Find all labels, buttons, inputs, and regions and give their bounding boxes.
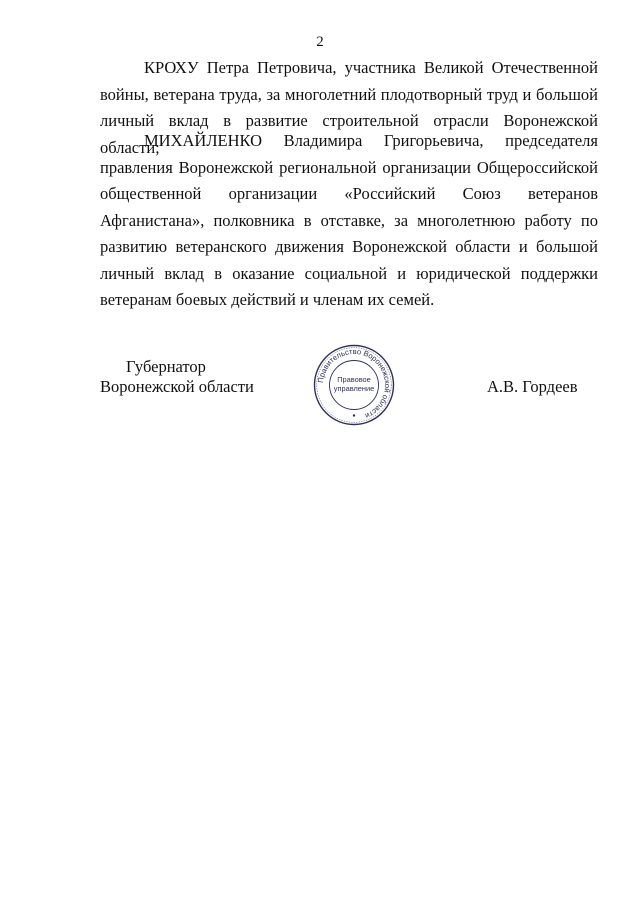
official-seal [313,344,395,426]
signatory-name: А.В. Гордеев [487,377,578,396]
seal-center-line2: управление [333,384,375,393]
seal-center-line1: Правовое [337,375,371,384]
official-seal-graphic [313,344,395,426]
seal-dot-icon [353,414,355,416]
seal-ring-text: Правительство Воронежской области [316,346,393,421]
signatory-position-line1: Губернатор [126,357,206,376]
signatory-position [100,357,254,397]
page-number: 2 [316,34,324,50]
award-paragraph-kroha: КРОХУ Петра Петровича, участника Великой Отечественной войны, ветерана труда, за многолетний плодотворный труд и большой личный вклад в развитие строительной отрасли Воронежской области; [100,58,598,157]
signatory-position-line2: Воронежской области [100,377,254,396]
award-paragraph-mikhaylenko: МИХАЙЛЕНКО Владимира Григорьевича, председателя правления Воронежской региональной организации Общероссийской общественной организации «Российский Союз ветеранов Афганистана», полковника в отставке, за многолетнюю работу по развитию ветеранского движения Воронежской области и большой личный вклад в оказание социальной и юридической поддержки ветеранам боевых действий и членам их семей. [100,131,598,309]
